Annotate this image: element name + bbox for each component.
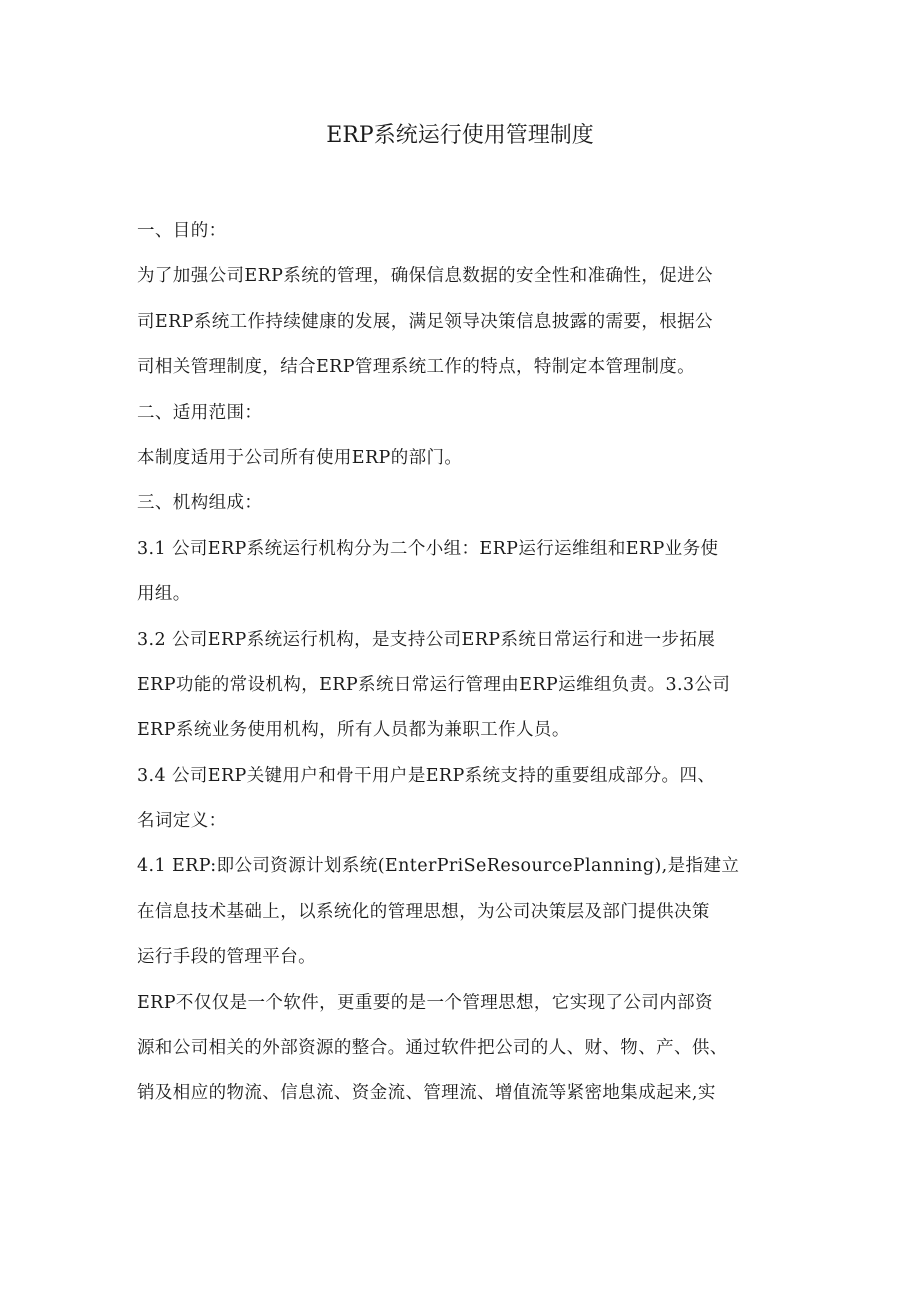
paragraph-line: 本制度适用于公司所有使用ERP的部门。	[137, 447, 463, 468]
paragraph-line: 源和公司相关的外部资源的整合。通过软件把公司的人、财、物、产、供、	[137, 1038, 728, 1059]
paragraph-line: 4.1 ERP:即公司资源计划系统(EnterPriSeResourcePlanning),是指建立	[137, 856, 740, 877]
document-title: ERP系统运行使用管理制度	[326, 123, 594, 148]
paragraph-line: 名词定义：	[137, 811, 227, 832]
paragraph-line: 在信息技术基础上，以系统化的管理思想，为公司决策层及部门提供决策	[137, 901, 710, 922]
section-heading-scope: 二、适用范围：	[137, 402, 263, 423]
paragraph-line: 运行手段的管理平台。	[137, 947, 316, 968]
paragraph-line: 司ERP系统工作持续健康的发展，满足领导决策信息披露的需要，根据公	[137, 311, 713, 332]
paragraph-line: 司相关管理制度，结合ERP管理系统工作的特点，特制定本管理制度。	[137, 357, 696, 378]
paragraph-line: 3.2 公司ERP系统运行机构，是支持公司ERP系统日常运行和进一步拓展	[137, 629, 716, 650]
paragraph-line: 用组。	[137, 584, 191, 605]
paragraph-line: 3.4 公司ERP关键用户和骨干用户是ERP系统支持的重要组成部分。四、	[137, 765, 716, 786]
paragraph-line: 销及相应的物流、信息流、资金流、管理流、增值流等紧密地集成起来,实	[137, 1083, 716, 1104]
paragraph-line: 3.1 公司ERP系统运行机构分为二个小组：ERP运行运维组和ERP业务使	[137, 538, 719, 559]
section-heading-purpose: 一、目的：	[137, 221, 227, 241]
paragraph-line: ERP系统业务使用机构，所有人员都为兼职工作人员。	[137, 720, 570, 741]
paragraph-line: 为了加强公司ERP系统的管理，确保信息数据的安全性和准确性，促进公	[137, 266, 713, 287]
document-body	[137, 209, 817, 1117]
paragraph-line: ERP功能的常设机构，ERP系统日常运行管理由ERP运维组负责。3.3公司	[137, 674, 731, 695]
paragraph-line: ERP不仅仅是一个软件，更重要的是一个管理思想，它实现了公司内部资	[137, 992, 713, 1013]
section-heading-organization: 三、机构组成：	[137, 493, 263, 514]
